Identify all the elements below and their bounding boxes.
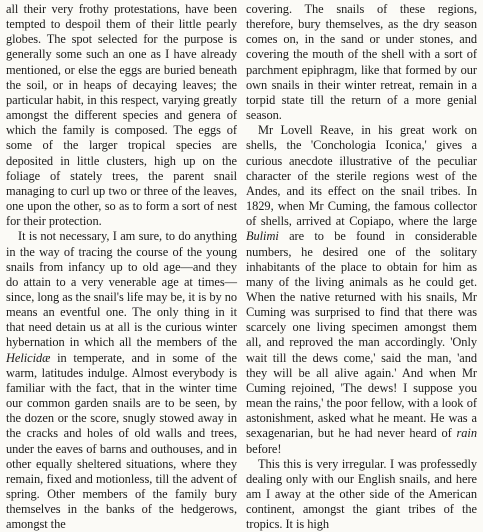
paragraph xyxy=(6,229,237,532)
right-column xyxy=(246,2,477,532)
text-run: before! xyxy=(246,441,282,456)
paragraph: covering. The snails of these regions, therefore, bury themselves, as the dry season comes on, in the sand or under stones, and covering the mouth of the shell with a sort of parchment epiphragm, like that formed by our own snails in their winter retreat, remain in a torpid state till the return of a more genial season. xyxy=(246,2,477,123)
text-run: It is not necessary, I am sure, to do anything in the way of tracing the course of the young snails from infancy up to old age—and they do attain to a very venerable age at times—since, long as the snail's life may be, it is by no means an eventful one. The only thing in it that need detain us at all is the curious winter hybernation in which all the members of the xyxy=(6,229,237,350)
text-run: Mr Lovell Reave, in his great work on shells, the 'Conchologia Iconica,' gives a curious anecdote illustrative of the peculiar character of the sterile regions west of the Andes, and its effect on the snail tribes. In 1829, when Mr Cuming, the famous collector of shells, arrived at Copiapo, where the large xyxy=(246,123,477,229)
text-run: are to be found in considerable numbers, he desired one of the solitary inhabitants of the place to obtain for him as many of the living animals as he could get. When the native returned with his snails, Mr Cuming was surprised to find that there was scarcely one living specimen amongst them all, and reproved the man accordingly. 'Only wait till the dews come,' said the man, 'and they will be all alive again.' And when Mr Cuming rejoined, 'The dews! I suppose you mean the rains,' the poor fellow, with a look of astonishment, asked what he meant. He was a sexagenarian, but he had never heard of xyxy=(246,229,477,441)
paragraph xyxy=(246,123,477,456)
text-run: in temperate, and in some of the warm, latitudes indulge. Almost everybody is familiar with the fact, that in the winter time our common garden snails are to be seen, by the dozen or the score, snugly stowed away in the cracks and holes of old walls and trees, under the eaves of barns and outhouses, and in other equally sheltered situations, where they remain, fixed and motionless, till the advent of spring. Other members of the family bury themselves in the banks of the hedgerows, amongst the xyxy=(6,350,237,532)
two-column-text xyxy=(6,2,477,532)
left-column xyxy=(6,2,237,532)
italic-term: Bulimi xyxy=(246,229,279,244)
paragraph: This this is very irregular. I was professedly dealing only with our English snails, and here am I away at the other side of the American continent, amongst the giant tribes of the tropics. It is high xyxy=(246,456,477,532)
paragraph: all their very frothy protestations, have been tempted to despoil them of their little pearly globes. The spot selected for the purpose is generally some such an one as I have already mentioned, or else the eggs are buried beneath the soil, or in heaps of decaying leaves; the particular habit, in this respect, varying greatly amongst the different species and genera of which the family is composed. The eggs of some of the larger tropical species are deposited in little clusters, high up on the foliage of stately trees, the parent snail managing to curl up two or three of the leaves, one upon the other, so as to form a sort of nest for their protection. xyxy=(6,2,237,229)
italic-term: rain xyxy=(456,426,477,441)
italic-term: Helicidæ xyxy=(6,350,51,365)
